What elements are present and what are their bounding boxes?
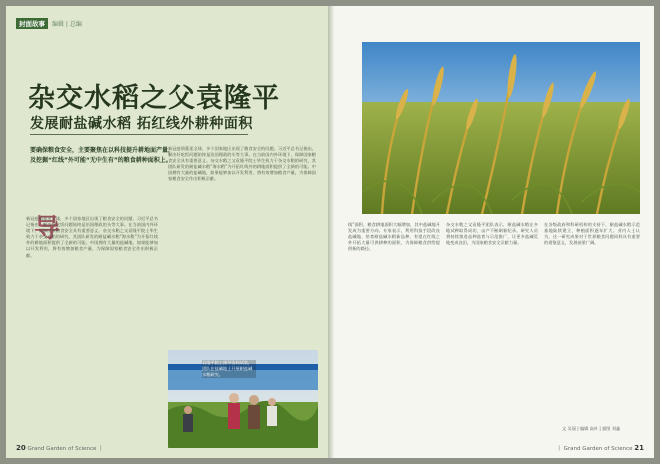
right-page (334, 6, 654, 458)
right-column-1: 线”面积，粮食耕地面积大幅增加，其中盐碱地开发成为重要方向。专家表示，利用科技手段改良盐碱地、培育耐盐碱水稻新品种，有望在红线之外开拓大量可供耕种的面积，为保障粮食供给提供新的路径。 (348, 222, 440, 252)
page-number: 21 (634, 444, 644, 452)
left-column-1 (26, 216, 158, 428)
left-column-2 (168, 146, 316, 342)
right-column-3: 在各级政府和科研机构的支持下，耐盐碱水稻示范基地陆续建立，种植面积逐年扩大。业内人士认为，这一研究成果对于世界粮食问题同样具有重要的借鉴意义，发展前景广阔。 (544, 222, 640, 246)
right-column-2: 杂交水稻之父袁隆平团队表示，耐盐碱水稻在多地试种取得成功，亩产不断刷新纪录。研究人员将持续推进品种选育与示范推广，让更多盐碱荒地变成良田，为国家粮食安全贡献力量。 (446, 222, 538, 246)
page-title: 杂交水稻之父袁隆平 (28, 83, 280, 114)
body-text: 新冠疫情蔓延全球，多个国家地区出现了粮食安全的问题。习近平总书记指出，解决好吃饭问题始终是治国理政的头等大事。在当前国内外环境下，保障国家粮食安全具有重要意义。杂交水稻之父袁隆平院士毕生致力于杂交水稻的研究，其团队研发的耐盐碱水稻“海水稻”为开拓红线外的耕地面积提供了全新的可能。中国拥有大量的盐碱地，如果能够加以开发利用，将有效增加粮食产量，为保障国家粮食安全作出积极贡献。 (168, 146, 316, 182)
magazine-name: 丨 Grand Garden of Science (556, 446, 633, 452)
section-sublabel: 编辑 | 总编 (52, 20, 82, 28)
deck-line: 要确保粮食安全，主要聚焦在以科技提升耕地面产量， (30, 147, 175, 154)
right-folio (556, 444, 644, 452)
rice-field-photo (362, 42, 640, 214)
page-subtitle: 发展耐盐碱水稻 拓红线外耕种面积 (30, 116, 253, 132)
body-text: 新冠疫情蔓延全球，多个国家地区出现了粮食安全的问题。习近平总书记指出，解决好吃饭问题始终是治国理政的头等大事。在当前国内外环境下，保障国家粮食安全具有重要意义。杂交水稻之父袁隆平院士毕生致力于杂交水稻的研究，其团队研发的耐盐碱水稻“海水稻”为开拓红线外的耕地面积提供了全新的可能。中国拥有大量的盐碱地，如果能够加以开发利用，将有效增加粮食产量，为保障国家粮食安全作出积极贡献。 (26, 216, 158, 258)
left-page (6, 6, 328, 458)
photo-caption: 袁隆平院士指导田间试验，团队在盐碱地上开展耐盐碱水稻研究。 (202, 360, 256, 378)
left-folio (16, 444, 104, 452)
page-number: 20 (16, 444, 26, 452)
magazine-name: Grand Garden of Science 丨 (27, 446, 104, 452)
drop-cap: 导 (34, 214, 61, 244)
deck-line: 及挖掘“红线”外可能“无中生有”的粮食耕种面积上。 (30, 157, 172, 164)
article-credit: 文 吴丽 | 编辑 高叶 | 插图 刘鑫 (562, 426, 621, 431)
title-divider (30, 134, 248, 135)
section-label: 封面故事 (16, 18, 48, 29)
section-tag (16, 16, 82, 30)
